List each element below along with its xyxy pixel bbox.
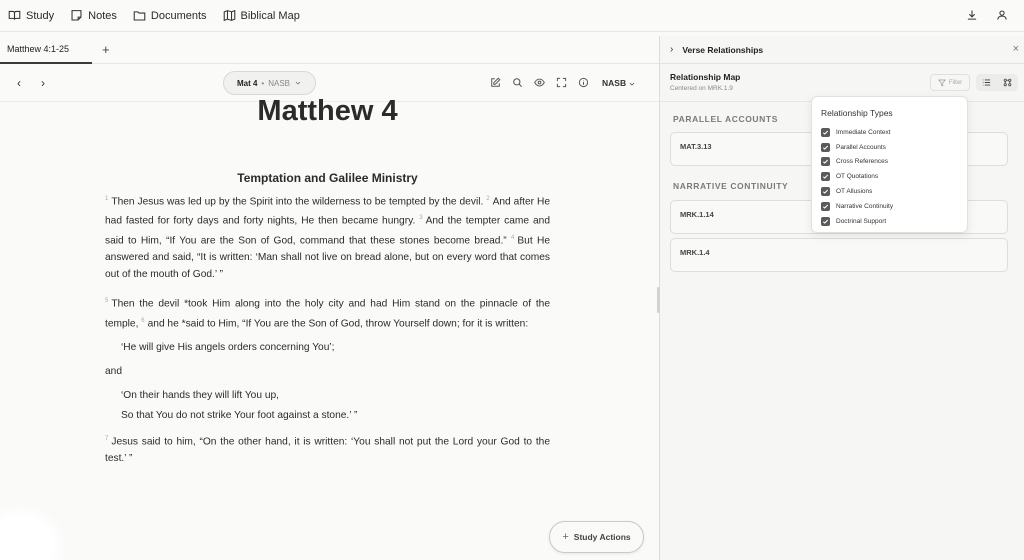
panel-header <box>660 36 1024 64</box>
eye-icon[interactable] <box>534 77 545 88</box>
study-actions-label: Study Actions <box>573 532 631 542</box>
book-open-icon <box>8 9 21 22</box>
nav-documents-label: Documents <box>150 9 207 22</box>
verse-number: 3 <box>419 215 423 222</box>
top-navigation <box>0 0 1024 32</box>
view-toggle <box>976 74 1018 91</box>
poetry-line[interactable]: ‘He will give His angels orders concerning You’; <box>121 341 335 353</box>
paragraph <box>105 191 550 283</box>
map-icon <box>223 9 236 22</box>
add-tab-icon[interactable]: + <box>102 42 110 57</box>
group-label-narrative: NARRATIVE CONTINUITY <box>673 181 789 191</box>
user-icon[interactable] <box>996 9 1008 21</box>
type-option[interactable] <box>821 184 958 199</box>
nav-study-label: Study <box>26 9 55 22</box>
search-icon[interactable] <box>512 77 523 88</box>
type-option[interactable] <box>821 214 958 229</box>
nav-study[interactable] <box>8 9 54 22</box>
poetry-line[interactable]: So that You do not strike Your foot against a stone.’ ” <box>121 409 358 421</box>
tab-matthew[interactable] <box>0 36 92 64</box>
verse-number: 6 <box>141 317 145 324</box>
relationship-types-popover <box>811 96 968 233</box>
checkbox-checked-icon[interactable] <box>821 143 830 152</box>
chevron-down-icon <box>628 80 636 88</box>
checkbox-checked-icon[interactable] <box>821 128 830 137</box>
checkbox-checked-icon[interactable] <box>821 172 830 181</box>
version-select[interactable] <box>602 78 636 88</box>
connector-text: and <box>105 365 122 377</box>
type-option[interactable] <box>821 155 958 170</box>
type-option[interactable] <box>821 169 958 184</box>
popover-title: Relationship Types <box>821 108 893 118</box>
tab-label: Matthew 4:1-25 <box>7 43 70 54</box>
filter-label: Filter <box>948 79 963 86</box>
verse-text[interactable]: And the tempter came and said to Him, “If You are the Son of God, command that these stones become bread.” <box>105 215 550 247</box>
verse-number: 5 <box>105 298 109 305</box>
type-label: Narrative Continuity <box>836 202 894 210</box>
fullscreen-icon[interactable] <box>556 77 567 88</box>
pill-separator: • <box>261 78 265 88</box>
nav-notes-label: Notes <box>88 9 117 22</box>
paragraph <box>105 293 550 332</box>
close-icon[interactable]: × <box>1012 43 1019 55</box>
edit-icon[interactable] <box>490 77 501 88</box>
type-label: OT Quotations <box>836 173 879 181</box>
scripture-text <box>105 191 550 477</box>
type-label: OT Allusions <box>836 188 873 196</box>
poetry-line[interactable]: ‘On their hands they will lift You up, <box>121 389 279 401</box>
book-chapter: Mat 4 <box>236 78 258 88</box>
nav-biblical-map-label: Biblical Map <box>240 9 300 22</box>
verse-number: 4 <box>511 234 515 241</box>
verse-ref: MRK.1.4 <box>680 248 710 257</box>
relationship-card[interactable] <box>670 238 1008 272</box>
chevron-right-icon[interactable]: › <box>41 76 45 90</box>
checkbox-checked-icon[interactable] <box>821 187 830 196</box>
verse-text[interactable]: Jesus said to him, “On the other hand, it is written: ‘You shall not put the Lord your God to the test.’ ” <box>105 436 550 465</box>
verse-text[interactable]: And after He had fasted for forty days and forty nights, He then became hungry. <box>105 196 550 227</box>
type-option[interactable] <box>821 199 958 214</box>
checkbox-checked-icon[interactable] <box>821 202 830 211</box>
panel-title: Verse Relationships <box>682 44 764 55</box>
download-icon[interactable] <box>966 9 978 21</box>
info-icon[interactable] <box>578 77 589 88</box>
verse-number: 2 <box>486 196 490 202</box>
section-heading: Temptation and Galilee Ministry <box>237 171 418 185</box>
map-subtitle: Centered on MRK.1.9 <box>670 85 733 92</box>
type-label: Doctrinal Support <box>836 217 887 225</box>
reader-tools <box>490 77 589 88</box>
plus-icon: + <box>562 531 569 543</box>
type-label: Immediate Context <box>836 128 891 136</box>
chevron-down-icon <box>294 79 302 87</box>
chapter-title: Matthew 4 <box>257 95 398 127</box>
verse-ref: MAT.3.13 <box>680 142 712 151</box>
graph-view-icon[interactable] <box>1003 78 1012 87</box>
nav-notes[interactable] <box>70 9 117 22</box>
passage-selector[interactable] <box>223 71 316 95</box>
version-short: NASB <box>268 78 291 88</box>
map-title: Relationship Map <box>670 72 741 82</box>
list-view-icon[interactable] <box>982 78 991 87</box>
checkbox-checked-icon[interactable] <box>821 217 830 226</box>
chevron-right-icon[interactable]: › <box>670 44 674 55</box>
type-label: Parallel Accounts <box>836 143 886 151</box>
filter-button[interactable] <box>930 74 970 91</box>
study-actions-button[interactable] <box>549 521 644 553</box>
nav-biblical-map[interactable] <box>223 9 300 22</box>
verse-text[interactable]: Then Jesus was led up by the Spirit into the wilderness to be tempted by the devil. <box>111 196 484 208</box>
verse-number: 7 <box>105 435 109 442</box>
filter-icon <box>938 79 946 87</box>
checkbox-checked-icon[interactable] <box>821 157 830 166</box>
verse-text[interactable]: But He answered and said, “It is written: ‘Man shall not live on bread alone, but on every word that comes out of the mouth of God.’ ” <box>105 235 550 281</box>
version-select-label: NASB <box>602 78 627 88</box>
group-label-parallel: PARALLEL ACCOUNTS <box>673 114 778 124</box>
nav-documents[interactable] <box>133 9 207 22</box>
verse-number: 1 <box>105 196 109 202</box>
paragraph <box>105 431 550 467</box>
verse-text[interactable]: and he *said to Him, “If You are the Son of God, throw Yourself down; for it is written: <box>147 317 529 329</box>
type-option[interactable] <box>821 125 958 140</box>
verse-text[interactable]: Then the devil *took Him along into the holy city and had Him stand on the pinnacle of the temple, <box>105 298 550 329</box>
type-label: Cross References <box>836 158 889 166</box>
verse-ref: MRK.1.14 <box>680 210 714 219</box>
tab-bar <box>0 36 659 64</box>
type-option[interactable] <box>821 140 958 155</box>
chevron-left-icon[interactable]: ‹ <box>17 76 21 90</box>
folder-icon <box>133 9 146 22</box>
note-icon <box>70 9 83 22</box>
